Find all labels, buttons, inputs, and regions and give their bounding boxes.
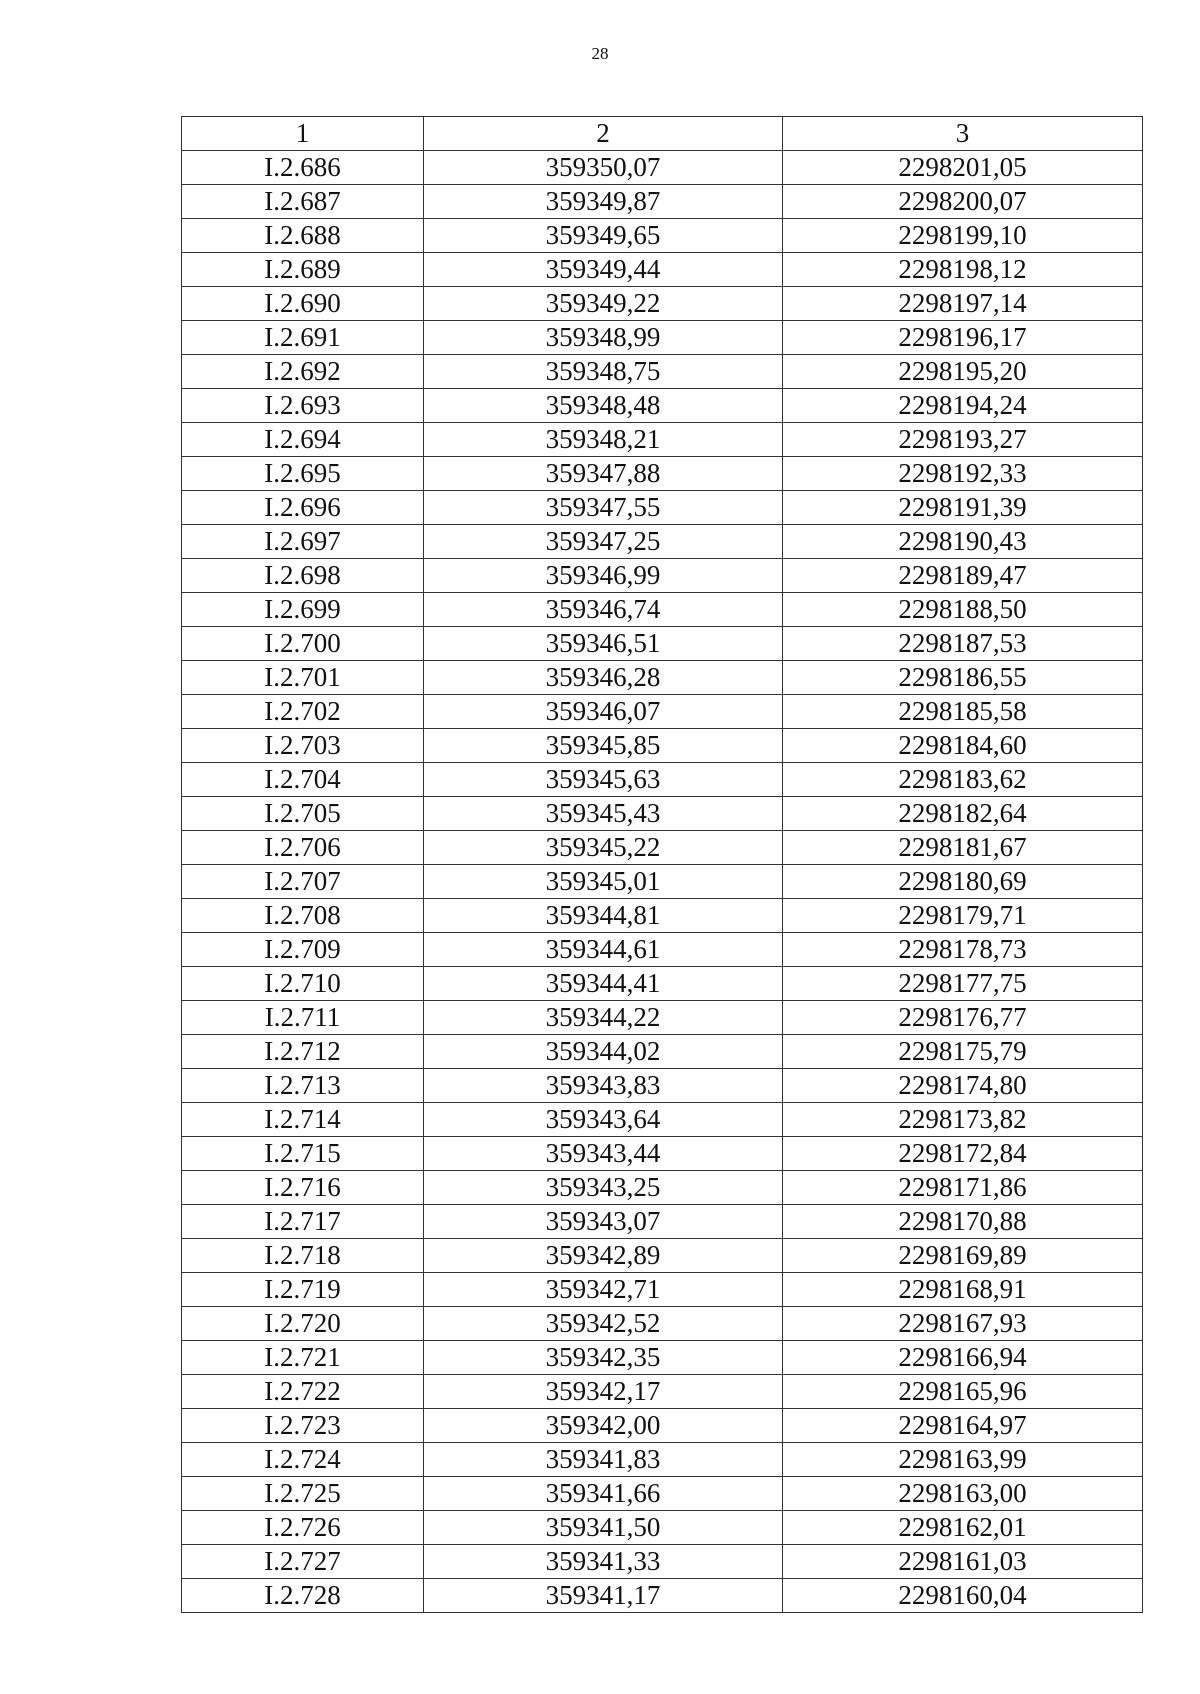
coordinate-y-cell: 2298183,62 — [783, 763, 1143, 797]
point-id-cell: I.2.726 — [182, 1511, 424, 1545]
point-id-cell: I.2.702 — [182, 695, 424, 729]
coordinate-x-cell: 359342,00 — [424, 1409, 783, 1443]
point-id-cell: I.2.694 — [182, 423, 424, 457]
coordinate-x-cell: 359342,89 — [424, 1239, 783, 1273]
table-row — [182, 1511, 1143, 1545]
point-id-cell: I.2.727 — [182, 1545, 424, 1579]
coordinate-y-cell: 2298176,77 — [783, 1001, 1143, 1035]
coordinate-x-cell: 359347,55 — [424, 491, 783, 525]
point-id-cell: I.2.705 — [182, 797, 424, 831]
table-row — [182, 1443, 1143, 1477]
coordinate-x-cell: 359348,75 — [424, 355, 783, 389]
point-id-cell: I.2.691 — [182, 321, 424, 355]
coordinate-y-cell: 2298169,89 — [783, 1239, 1143, 1273]
table-row — [182, 899, 1143, 933]
coordinate-y-cell: 2298160,04 — [783, 1579, 1143, 1613]
coordinate-y-cell: 2298164,97 — [783, 1409, 1143, 1443]
table-body — [182, 151, 1143, 1613]
coordinate-x-cell: 359346,51 — [424, 627, 783, 661]
table-row — [182, 423, 1143, 457]
point-id-cell: I.2.725 — [182, 1477, 424, 1511]
point-id-cell: I.2.706 — [182, 831, 424, 865]
table-header — [182, 117, 1143, 151]
coordinate-x-cell: 359343,25 — [424, 1171, 783, 1205]
coordinate-x-cell: 359345,85 — [424, 729, 783, 763]
coordinate-y-cell: 2298178,73 — [783, 933, 1143, 967]
table-row — [182, 1341, 1143, 1375]
coordinate-y-cell: 2298175,79 — [783, 1035, 1143, 1069]
point-id-cell: I.2.703 — [182, 729, 424, 763]
table-row — [182, 1001, 1143, 1035]
table-row — [182, 559, 1143, 593]
table-row — [182, 1103, 1143, 1137]
table-row — [182, 1035, 1143, 1069]
coordinates-table — [181, 116, 1143, 1613]
point-id-cell: I.2.687 — [182, 185, 424, 219]
coordinate-x-cell: 359346,07 — [424, 695, 783, 729]
coordinate-x-cell: 359346,99 — [424, 559, 783, 593]
table-row — [182, 151, 1143, 185]
coordinate-y-cell: 2298186,55 — [783, 661, 1143, 695]
coordinate-x-cell: 359344,61 — [424, 933, 783, 967]
point-id-cell: I.2.717 — [182, 1205, 424, 1239]
column-header-2: 2 — [424, 117, 783, 151]
coordinate-y-cell: 2298197,14 — [783, 287, 1143, 321]
coordinate-y-cell: 2298173,82 — [783, 1103, 1143, 1137]
table-row — [182, 1205, 1143, 1239]
point-id-cell: I.2.688 — [182, 219, 424, 253]
coordinate-y-cell: 2298179,71 — [783, 899, 1143, 933]
coordinate-y-cell: 2298195,20 — [783, 355, 1143, 389]
table-row — [182, 1477, 1143, 1511]
coordinate-y-cell: 2298187,53 — [783, 627, 1143, 661]
table-row — [182, 1307, 1143, 1341]
column-header-1: 1 — [182, 117, 424, 151]
point-id-cell: I.2.715 — [182, 1137, 424, 1171]
header-row — [182, 117, 1143, 151]
table-row — [182, 1409, 1143, 1443]
coordinate-x-cell: 359350,07 — [424, 151, 783, 185]
coordinate-y-cell: 2298174,80 — [783, 1069, 1143, 1103]
coordinate-y-cell: 2298161,03 — [783, 1545, 1143, 1579]
coordinate-x-cell: 359341,17 — [424, 1579, 783, 1613]
point-id-cell: I.2.690 — [182, 287, 424, 321]
coordinate-y-cell: 2298170,88 — [783, 1205, 1143, 1239]
point-id-cell: I.2.720 — [182, 1307, 424, 1341]
point-id-cell: I.2.708 — [182, 899, 424, 933]
table-row — [182, 389, 1143, 423]
coordinate-x-cell: 359344,02 — [424, 1035, 783, 1069]
table-row — [182, 865, 1143, 899]
table-row — [182, 763, 1143, 797]
coordinate-y-cell: 2298198,12 — [783, 253, 1143, 287]
table-row — [182, 933, 1143, 967]
point-id-cell: I.2.710 — [182, 967, 424, 1001]
coordinate-y-cell: 2298184,60 — [783, 729, 1143, 763]
coordinate-x-cell: 359343,07 — [424, 1205, 783, 1239]
table-row — [182, 1239, 1143, 1273]
table-row — [182, 457, 1143, 491]
point-id-cell: I.2.718 — [182, 1239, 424, 1273]
coordinate-x-cell: 359345,01 — [424, 865, 783, 899]
coordinate-y-cell: 2298199,10 — [783, 219, 1143, 253]
table-row — [182, 287, 1143, 321]
point-id-cell: I.2.714 — [182, 1103, 424, 1137]
table-row — [182, 729, 1143, 763]
table-row — [182, 1545, 1143, 1579]
table-row — [182, 219, 1143, 253]
table-row — [182, 1579, 1143, 1613]
coordinate-y-cell: 2298189,47 — [783, 559, 1143, 593]
table-row — [182, 253, 1143, 287]
point-id-cell: I.2.716 — [182, 1171, 424, 1205]
table-row — [182, 185, 1143, 219]
coordinate-x-cell: 359345,43 — [424, 797, 783, 831]
coordinate-x-cell: 359342,71 — [424, 1273, 783, 1307]
coordinate-x-cell: 359348,48 — [424, 389, 783, 423]
point-id-cell: I.2.692 — [182, 355, 424, 389]
coordinate-x-cell: 359344,41 — [424, 967, 783, 1001]
coordinate-y-cell: 2298193,27 — [783, 423, 1143, 457]
coordinate-y-cell: 2298185,58 — [783, 695, 1143, 729]
coordinate-x-cell: 359349,65 — [424, 219, 783, 253]
coordinate-x-cell: 359343,83 — [424, 1069, 783, 1103]
coordinate-y-cell: 2298166,94 — [783, 1341, 1143, 1375]
coordinate-y-cell: 2298165,96 — [783, 1375, 1143, 1409]
coordinate-x-cell: 359347,88 — [424, 457, 783, 491]
coordinate-x-cell: 359341,83 — [424, 1443, 783, 1477]
table-row — [182, 661, 1143, 695]
coordinate-y-cell: 2298182,64 — [783, 797, 1143, 831]
table-row — [182, 1137, 1143, 1171]
coordinate-y-cell: 2298188,50 — [783, 593, 1143, 627]
coordinate-x-cell: 359346,28 — [424, 661, 783, 695]
column-header-3: 3 — [783, 117, 1143, 151]
table-row — [182, 355, 1143, 389]
table-row — [182, 797, 1143, 831]
coordinate-y-cell: 2298190,43 — [783, 525, 1143, 559]
coordinate-y-cell: 2298162,01 — [783, 1511, 1143, 1545]
coordinate-x-cell: 359342,52 — [424, 1307, 783, 1341]
coordinate-y-cell: 2298180,69 — [783, 865, 1143, 899]
point-id-cell: I.2.719 — [182, 1273, 424, 1307]
point-id-cell: I.2.711 — [182, 1001, 424, 1035]
table-row — [182, 1273, 1143, 1307]
coordinate-x-cell: 359347,25 — [424, 525, 783, 559]
coordinate-x-cell: 359349,44 — [424, 253, 783, 287]
coordinate-x-cell: 359343,44 — [424, 1137, 783, 1171]
coordinate-y-cell: 2298168,91 — [783, 1273, 1143, 1307]
coordinate-x-cell: 359349,22 — [424, 287, 783, 321]
coordinate-x-cell: 359342,17 — [424, 1375, 783, 1409]
coordinate-x-cell: 359349,87 — [424, 185, 783, 219]
coordinate-y-cell: 2298177,75 — [783, 967, 1143, 1001]
coordinate-x-cell: 359345,63 — [424, 763, 783, 797]
table-row — [182, 525, 1143, 559]
point-id-cell: I.2.696 — [182, 491, 424, 525]
coordinate-y-cell: 2298194,24 — [783, 389, 1143, 423]
coordinate-x-cell: 359345,22 — [424, 831, 783, 865]
point-id-cell: I.2.698 — [182, 559, 424, 593]
point-id-cell: I.2.693 — [182, 389, 424, 423]
coordinate-y-cell: 2298171,86 — [783, 1171, 1143, 1205]
coordinate-y-cell: 2298196,17 — [783, 321, 1143, 355]
point-id-cell: I.2.697 — [182, 525, 424, 559]
point-id-cell: I.2.701 — [182, 661, 424, 695]
table-row — [182, 321, 1143, 355]
coordinate-y-cell: 2298192,33 — [783, 457, 1143, 491]
table-row — [182, 1375, 1143, 1409]
table-row — [182, 967, 1143, 1001]
point-id-cell: I.2.724 — [182, 1443, 424, 1477]
point-id-cell: I.2.722 — [182, 1375, 424, 1409]
point-id-cell: I.2.712 — [182, 1035, 424, 1069]
table-row — [182, 831, 1143, 865]
point-id-cell: I.2.721 — [182, 1341, 424, 1375]
coordinate-x-cell: 359346,74 — [424, 593, 783, 627]
coordinate-y-cell: 2298172,84 — [783, 1137, 1143, 1171]
point-id-cell: I.2.709 — [182, 933, 424, 967]
table-row — [182, 627, 1143, 661]
point-id-cell: I.2.723 — [182, 1409, 424, 1443]
point-id-cell: I.2.704 — [182, 763, 424, 797]
coordinate-y-cell: 2298163,99 — [783, 1443, 1143, 1477]
point-id-cell: I.2.689 — [182, 253, 424, 287]
coordinate-y-cell: 2298167,93 — [783, 1307, 1143, 1341]
coordinate-x-cell: 359341,33 — [424, 1545, 783, 1579]
page-number: 28 — [591, 44, 609, 63]
coordinate-y-cell: 2298181,67 — [783, 831, 1143, 865]
coordinate-x-cell: 359343,64 — [424, 1103, 783, 1137]
table-row — [182, 593, 1143, 627]
coordinate-x-cell: 359348,21 — [424, 423, 783, 457]
coordinate-x-cell: 359342,35 — [424, 1341, 783, 1375]
point-id-cell: I.2.728 — [182, 1579, 424, 1613]
coordinate-x-cell: 359341,66 — [424, 1477, 783, 1511]
coordinate-x-cell: 359341,50 — [424, 1511, 783, 1545]
point-id-cell: I.2.713 — [182, 1069, 424, 1103]
table-row — [182, 695, 1143, 729]
coordinate-x-cell: 359344,22 — [424, 1001, 783, 1035]
coordinate-x-cell: 359344,81 — [424, 899, 783, 933]
coordinate-y-cell: 2298201,05 — [783, 151, 1143, 185]
coordinate-y-cell: 2298200,07 — [783, 185, 1143, 219]
table-row — [182, 1171, 1143, 1205]
coordinate-y-cell: 2298191,39 — [783, 491, 1143, 525]
point-id-cell: I.2.700 — [182, 627, 424, 661]
table-row — [182, 1069, 1143, 1103]
coordinate-y-cell: 2298163,00 — [783, 1477, 1143, 1511]
point-id-cell: I.2.707 — [182, 865, 424, 899]
point-id-cell: I.2.695 — [182, 457, 424, 491]
point-id-cell: I.2.686 — [182, 151, 424, 185]
point-id-cell: I.2.699 — [182, 593, 424, 627]
table-row — [182, 491, 1143, 525]
coordinate-x-cell: 359348,99 — [424, 321, 783, 355]
